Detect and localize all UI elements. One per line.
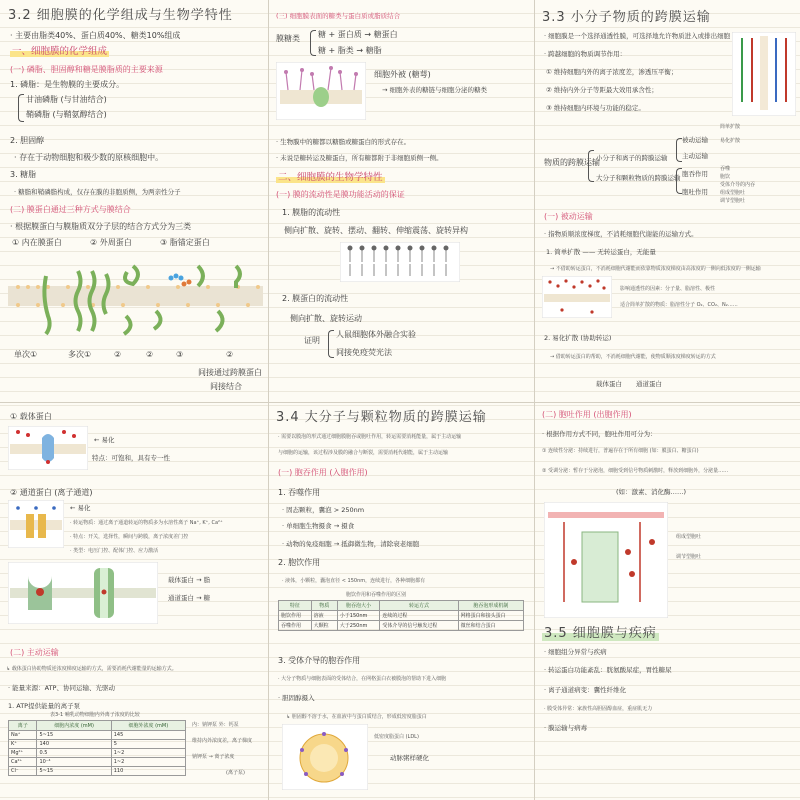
table-row — [9, 767, 186, 776]
table-header: 细胞内浓度 (mM) — [37, 721, 111, 731]
text-line: ① 载体蛋白 — [10, 412, 52, 421]
text-line: 动脉粥样硬化 — [390, 754, 429, 762]
table-cell: 受体介导的信号触发过程 — [380, 621, 458, 631]
text-line: · 跨越细胞的物质调节作用： — [544, 50, 627, 58]
table-cell: Ca²⁺ — [9, 758, 37, 767]
section-transport-proteins — [0, 404, 268, 800]
table-header: 细胞外浓度 (mM) — [111, 721, 185, 731]
diagram-label: ② — [114, 350, 122, 359]
page-title: 3.2 细胞膜的化学组成与生物学特性 — [8, 8, 233, 23]
text-line: 证明 — [304, 336, 320, 345]
brace — [328, 330, 334, 358]
text-line: ② 维持内外分子等距最大效用承含性； — [546, 86, 658, 94]
text-line: · 大分子物质与细胞表面的受体结合，在网格蛋白衣被膜泡的帮助下进入细胞 — [278, 676, 447, 682]
text-line: 1. 磷脂：是生物膜的主要成分。 — [10, 80, 125, 89]
text-line: · 固态颗粒，囊泡 > 250nm — [282, 506, 365, 514]
text-line: → 细胞外表的糖链与细胞分泌的糖类 — [382, 86, 488, 94]
section-heading: 一、细胞膜的化学组成 — [12, 46, 108, 57]
table-cell: 微丝和结合蛋白 — [458, 621, 523, 631]
subheading: (一) 胞吞作用 (入胞作用) — [278, 468, 368, 477]
text-line: ↳ 胆固醇不溶于水，在血液中与蛋白质结合，形成低密度脂蛋白 — [286, 714, 427, 720]
table-cell: 145 — [111, 731, 185, 740]
text-line: 侧向扩散、旋转、摆动、翻转、伸缩震荡、旋转异构 — [284, 226, 468, 235]
section-3-3 — [536, 0, 800, 402]
text-line: 3. 糖脂 — [10, 170, 37, 179]
text-line: ① 维持细胞内外的离子浓度差，渗透压平衡； — [546, 68, 678, 76]
text-line: 3. 受体介导的胞吞作用 — [278, 656, 361, 665]
table-cell: 5~15 — [37, 767, 111, 776]
carrier-protein-diagram — [8, 426, 88, 470]
diagram-label: 调节型胞吐 — [676, 554, 702, 560]
diagram-label: ③ — [176, 350, 184, 359]
membrane-protein-diagram — [8, 256, 263, 346]
section-heading: 二、细胞膜的生物学特性 — [278, 172, 383, 183]
table-cell: 5~15 — [37, 731, 111, 740]
text-line: ② 受调分泌：暂存于分泌泡，细胞受到信号物质刺激时，释放到细胞外，分泌量…… — [542, 468, 729, 474]
tree-node: 简单扩散 — [720, 124, 741, 130]
diagram-label: ② — [226, 350, 234, 359]
text-line: · 特点：开关，选择性，瞬间与跨膜，离子浓度差门控 — [70, 534, 189, 540]
text-line: 内：钠钾泵 外：钙泵 — [192, 722, 239, 728]
diagram-label: 多次① — [68, 350, 92, 359]
tree-node: 被动运输 — [682, 136, 708, 144]
table-row — [279, 611, 524, 621]
text-line: ↳ 载体蛋白协助物质逆浓度梯度运输的方式，需要消耗代谢能量的运输方式。 — [6, 666, 177, 672]
tree-node: 胞吞作用 — [682, 170, 708, 178]
text-line: 糖 + 蛋白质 → 糖蛋白 — [318, 30, 398, 39]
text-line: · 糖脂和鞘磷脂构成，仅存在膜的非胞质侧，为两亲性分子 — [14, 188, 181, 196]
text-line: 甘油磷脂 (与甘油结合) — [26, 95, 107, 104]
ion-concentration-table — [8, 720, 186, 776]
table-cell: 大颗粒 — [311, 621, 337, 631]
table-cell: Na⁺ — [9, 731, 37, 740]
table-row — [9, 731, 186, 740]
table-cell: 连续的过程 — [380, 611, 458, 621]
text-line: ③ 脂锚定蛋白 — [160, 238, 210, 247]
intro-line: · 主要由脂类40%、蛋白质40%、糖类10%组成 — [10, 31, 181, 40]
table-header: 胞吞泡形成机制 — [458, 601, 523, 611]
table-row — [9, 758, 186, 767]
section-title: 3.5 细胞膜与疾病 — [544, 626, 657, 641]
tree-node: 胞吐作用 — [682, 188, 708, 196]
section-title: 3.4 大分子与颗粒物质的跨膜运输 — [276, 410, 487, 425]
text-line: 1. 膜脂的流动性 — [282, 208, 341, 217]
tree-node: 易化扩散 — [720, 138, 741, 144]
tree-node: 吞噬 — [720, 166, 731, 172]
text-line: 2. 易化扩散 (协助转运) — [544, 334, 612, 342]
section-3-5 — [536, 404, 800, 800]
transport-gradient-diagram — [732, 32, 796, 116]
table-row — [279, 621, 524, 631]
table-cell: 0.5 — [37, 749, 111, 758]
subheading: (二) 胞吐作用 (出胞作用) — [542, 410, 632, 419]
table-cell: 大于250nm — [337, 621, 380, 631]
text-line: 维持内外浓度差，离子梯度 — [192, 738, 253, 744]
text-line: · 膜运输与病毒 — [544, 724, 588, 732]
text-line: · 离子通道病变：囊性纤维化 — [544, 686, 627, 694]
lipid-movement-diagram — [340, 242, 460, 282]
text-line: ① 内在膜蛋白 — [12, 238, 62, 247]
tree-node: 主动运输 — [682, 152, 708, 160]
section-3-2-cont — [270, 0, 534, 402]
simple-diffusion-diagram — [542, 276, 612, 318]
text-line: 通道蛋白 — [636, 380, 662, 388]
text-line: 1. 简单扩散 —— 无转运蛋白，无能量 — [546, 248, 656, 256]
table-cell: 10⁻⁴ — [37, 758, 111, 767]
vertical-divider-2 — [534, 0, 535, 800]
text-line: · 液体，小颗粒，囊泡直径 < 150nm，连续进行，各种细胞都有 — [282, 578, 426, 584]
text-line: ← 易化 — [70, 504, 91, 512]
text-line: · 胆固醇摄入 — [278, 694, 315, 702]
table-cell: 吞噬作用 — [279, 621, 312, 631]
tree-node: 调节型胞吐 — [720, 198, 746, 204]
text-line: (离子泵) — [226, 770, 245, 776]
brace — [310, 30, 316, 56]
text-line: 通道蛋白 → 糖 — [168, 594, 211, 602]
text-line: ② 外周蛋白 — [90, 238, 132, 247]
subheading: (一) 磷脂、胆固醇和糖是膜脂质的主要来源 — [10, 65, 163, 74]
diagram-label: 单次① — [14, 350, 38, 359]
table-cell: 110 — [111, 767, 185, 776]
table-row — [9, 740, 186, 749]
diagram-label: 低密度脂蛋白 (LDL) — [374, 734, 419, 740]
table-cell: 140 — [37, 740, 111, 749]
text-line: 间接免疫荧光法 — [336, 348, 392, 357]
table-cell: Mg²⁺ — [9, 749, 37, 758]
text-line: · 转运蛋白功能紊乱：胱氨酸尿症，胃性糖尿 — [544, 666, 672, 674]
text-line: ② 通道蛋白 (离子通道) — [10, 488, 93, 497]
text-line: · 未说是糖转运及糖蛋白，所有糖都附于非细胞质侧一侧。 — [276, 154, 443, 162]
brace — [588, 150, 594, 182]
table-row — [9, 749, 186, 758]
table-cell: 溶液 — [311, 611, 337, 621]
text-line: · 根据作用方式不同，胞吐作用可分为： — [542, 430, 657, 438]
table-cell: 1~2 — [111, 749, 185, 758]
text-line: 适合简单扩散的物质：脂溶性分子 O₂、CO₂、N₂…… — [620, 302, 738, 308]
tree-root: 物质的跨膜运输 — [544, 158, 600, 167]
tree-node: 胞饮 — [720, 174, 731, 180]
diagram-label: ② — [146, 350, 154, 359]
vertical-divider-1 — [268, 0, 269, 800]
text-line: · 生物膜中的糖都以糖脂或糖蛋白的形式存在。 — [276, 138, 411, 146]
table-header: 物质 — [311, 601, 337, 611]
channel-protein-diagram — [8, 500, 64, 548]
tree-node: 大分子和颗粒物质的跨膜运输 — [596, 174, 681, 182]
tree-node: 受体介导的内吞 — [720, 182, 756, 188]
text-line: 1. ATP提供能量的离子泵 — [8, 702, 81, 710]
text-line: · 细胞组分异常与疾病 — [544, 648, 607, 656]
text-line: · 类型：电压门控、配体门控、应力激活 — [70, 548, 159, 554]
text-line: 与细胞的运输，该过程涉及膜的融合与断裂，需要消耗代谢能，属于主动运输 — [278, 450, 449, 456]
endocytosis-comparison-table — [278, 600, 524, 631]
text-line: → 借助转运蛋白的帮助，不消耗细胞代谢能，使物质顺浓度梯度转运的方式 — [550, 354, 716, 360]
table-caption: 表3-1 哺乳动物细胞内外离子浓度的比较 — [50, 712, 140, 718]
text-line: · 能量来源：ATP、协同运输、光驱动 — [8, 684, 115, 692]
tree-node: 组成型胞吐 — [720, 190, 746, 196]
table-cell: 5 — [111, 740, 185, 749]
text-line: 膜糖类 — [276, 34, 300, 43]
horizontal-divider — [0, 402, 800, 403]
text-line: · 需要以膜泡的形式通过细胞膜胞吞或胞吐作用，转运需要消耗能量，属于主动运输 — [278, 434, 462, 440]
diagram-note: 间接通过跨膜蛋白 — [198, 368, 262, 377]
section-title: 3.3 小分子物质的跨膜运输 — [542, 10, 711, 25]
text-line: 载体蛋白 — [596, 380, 622, 388]
text-line: 细胞外被 (糖萼) — [374, 70, 431, 79]
text-line: 人鼠细胞体外融合实验 — [336, 330, 416, 339]
text-line: 2. 胞饮作用 — [278, 558, 321, 567]
subheading: (三) 细胞膜表面的糖类与蛋白质或脂质结合 — [276, 12, 401, 20]
text-line: ① 连续性分泌：持续进行，普遍存在于所有细胞 (如：膜蛋白、糖蛋白) — [542, 448, 699, 454]
subheading: (二) 主动运输 — [10, 648, 59, 657]
table-cell: K⁺ — [9, 740, 37, 749]
table-cell: 网格蛋白和接头蛋白 — [458, 611, 523, 621]
text-line: 2. 膜蛋白的流动性 — [282, 294, 349, 303]
text-line: 钠钾泵 → 离子浓度 — [192, 754, 235, 760]
text-line: · 指物质顺浓度梯度，不消耗细胞代谢能的运输方式。 — [544, 230, 698, 238]
table-header-row — [279, 601, 524, 611]
diagram-label: 组成型胞吐 — [676, 534, 702, 540]
text-line: 侧向扩散、旋转运动 — [290, 314, 362, 323]
table-header: 离子 — [9, 721, 37, 731]
table-header: 特征 — [279, 601, 312, 611]
exocytosis-diagram — [544, 502, 668, 618]
ldl-particle-diagram — [282, 724, 368, 790]
text-line: 糖 + 脂类 → 糖脂 — [318, 46, 382, 55]
section-3-4 — [270, 404, 534, 800]
text-line: (如：激素、消化酶……) — [616, 488, 687, 496]
brace — [18, 94, 24, 122]
tree-node: 小分子和离子的跨膜运输 — [596, 154, 668, 162]
table-caption: 胞饮作用和吞噬作用的区别 — [346, 592, 407, 598]
text-line: · 细胞膜是一个选择通透性膜，可选择地允许物质进入或排出细胞 — [544, 32, 731, 40]
table-cell: 胞饮作用 — [279, 611, 312, 621]
text-line: · 动物的免疫细胞 → 抵御微生物，清除衰老细胞 — [282, 540, 420, 548]
text-line: · 根据膜蛋白与膜脂质双分子层的结合方式分为三类 — [10, 222, 192, 231]
text-line: 2. 胆固醇 — [10, 136, 45, 145]
subheading: (二) 膜蛋白通过三种方式与膜结合 — [10, 205, 131, 214]
glycocalyx-diagram — [276, 62, 366, 120]
section-3-2 — [0, 0, 268, 402]
table-cell: Cl⁻ — [9, 767, 37, 776]
text-line: → 不借助转运蛋白，不消耗细胞代谢能而依靠物质浓度梯度由高浓度的一侧向低浓度的一侧运输 — [550, 266, 761, 272]
table-header: 胞吞泡大小 — [337, 601, 380, 611]
table-header-row — [9, 721, 186, 731]
text-line: 鞘磷脂 (与鞘氨醇结合) — [26, 110, 107, 119]
table-cell: 小于150nm — [337, 611, 380, 621]
diagram-note: 间接结合 — [210, 382, 242, 391]
subheading: (一) 膜的流动性是膜功能活动的保证 — [276, 190, 405, 199]
text-line: · 单细胞生物摄食 → 摄食 — [282, 522, 355, 530]
text-line: 影响通透性的因素：分子量、脂溶性、极性 — [620, 286, 716, 292]
text-line: ← 易化 — [94, 436, 115, 444]
text-line: ③ 维持细胞内环境与功能的稳定。 — [546, 104, 645, 112]
text-line: 特点：可饱和，具有专一性 — [92, 454, 170, 462]
text-line: · 存在于动物细胞和极少数的原核细胞中。 — [14, 153, 164, 162]
text-line: 载体蛋白 → 脂 — [168, 576, 211, 584]
subheading: (一) 被动运输 — [544, 212, 593, 221]
text-line: · 膜受体异常：家族性高胆固醇血症，重症肌无力 — [544, 706, 653, 712]
text-line: · 转运物质：通过离子通道转运的物质多为水溶性离子 Na⁺, K⁺, Ca²⁺ — [70, 520, 223, 526]
table-header: 转运方式 — [380, 601, 458, 611]
table-cell: 1~2 — [111, 758, 185, 767]
text-line: 1. 吞噬作用 — [278, 488, 321, 497]
carrier-channel-comparison — [8, 562, 158, 624]
